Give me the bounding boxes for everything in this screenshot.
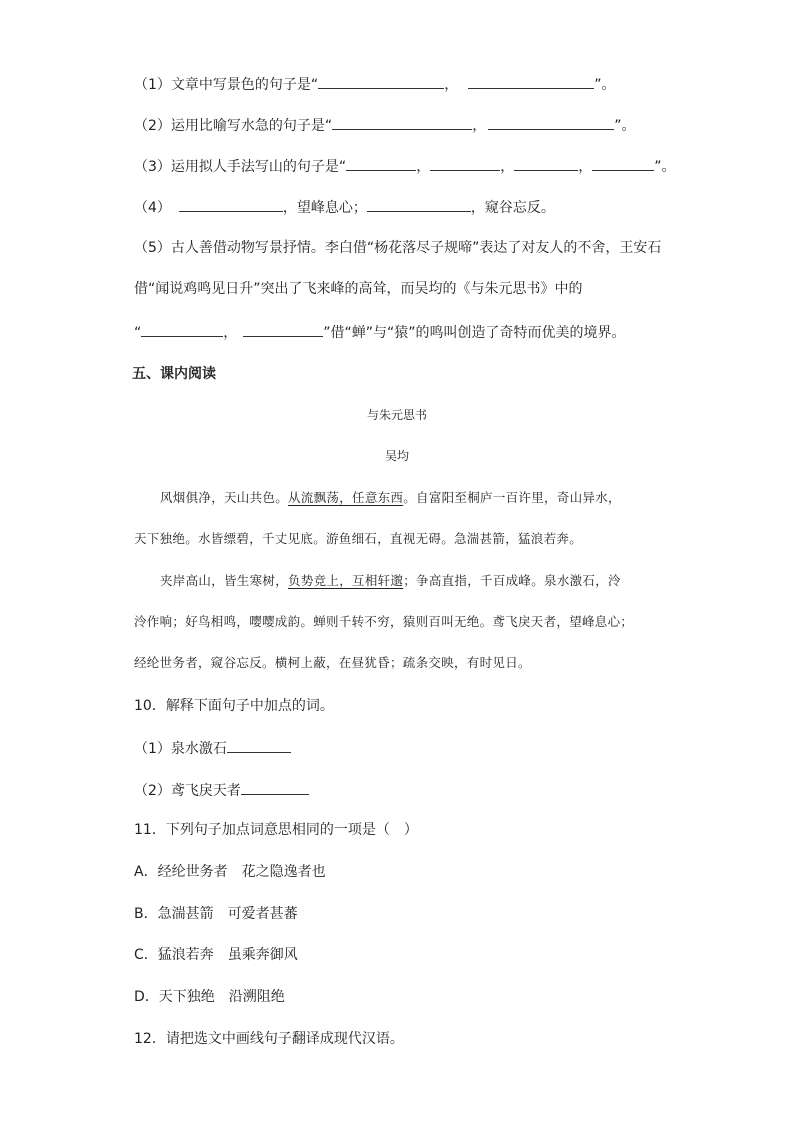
- item-text: 文章中写景色的句子是“: [170, 77, 319, 93]
- question-11: 11．下列句子加点词意思相同的一项是（ ）: [134, 822, 418, 838]
- passage-para2-line2: 泠作响；好鸟相鸣，嘤嘤成韵。蝉则千转不穷，猿则百叫无绝。鸢飞戾天者，望峰息心；: [134, 614, 634, 629]
- answer-blank[interactable]: [332, 115, 472, 130]
- fill-item-4: [134, 197, 555, 218]
- separator: ，: [444, 77, 459, 93]
- passage-text: ；争高直指，千百成峰。泉水激石，泠: [403, 573, 621, 588]
- passage-title: 与朱元思书: [366, 408, 427, 422]
- option-d[interactable]: D．天下独绝 沿溯阻绝: [134, 989, 285, 1005]
- fill-item-1: [134, 74, 615, 95]
- underlined-sentence: 负势竞上: [288, 573, 340, 588]
- answer-blank[interactable]: [241, 780, 309, 795]
- passage-text: 风烟俱净，天山共色。: [160, 490, 289, 505]
- open-quote: “: [134, 325, 142, 341]
- answer-blank[interactable]: [468, 74, 594, 89]
- question-10-item-2: [134, 780, 309, 801]
- item-number: （3）: [134, 159, 171, 175]
- item-text: ，窥谷忘反。: [470, 200, 555, 216]
- end-quote: ”。: [614, 118, 636, 134]
- answer-blank[interactable]: [318, 74, 444, 89]
- passage-para2-line3: 经纶世务者，窥谷忘反。横柯上蔽，在昼犹昏；疏条交映，有时见日。: [134, 655, 531, 670]
- item-text: ”借“蝉”与“猿”的鸣叫创造了奇特而优美的境界。: [323, 325, 626, 341]
- answer-blank[interactable]: [488, 115, 614, 130]
- fill-item-5-line1: （5）古人善借动物写景抒情。李白借“杨花落尽子规啼”表达了对友人的不舍，王安石: [134, 240, 662, 256]
- end-quote: ”。: [654, 159, 676, 175]
- item-number: （2）: [134, 118, 171, 134]
- passage-text: 。自富阳至桐庐一百许里，奇山异水，: [403, 490, 621, 505]
- underlined-sentence: ，: [339, 573, 353, 588]
- fill-item-2: [134, 115, 635, 136]
- answer-blank[interactable]: [243, 322, 323, 337]
- answer-blank[interactable]: [430, 156, 500, 171]
- separator: ，: [472, 118, 487, 134]
- answer-blank[interactable]: [141, 322, 223, 337]
- item-number: （1）: [134, 77, 171, 93]
- option-c[interactable]: C．猛浪若奔 虽乘奔御风: [134, 947, 298, 963]
- item-text: 运用拟人手法写山的句子是“: [170, 159, 347, 175]
- fill-item-5-line2: 借“闻说鸡鸣见日升”突出了飞来峰的高耸，而吴均的《与朱元思书》中的: [134, 281, 583, 297]
- question-12: 12．请把选文中画线句子翻译成现代汉语。: [134, 1031, 404, 1047]
- fill-item-5-line3: [134, 322, 626, 343]
- item-text: 运用比喻写水急的句子是“: [170, 118, 333, 134]
- answer-blank[interactable]: [179, 197, 283, 212]
- option-a[interactable]: A．经纶世务者 花之隐逸者也: [134, 864, 326, 880]
- end-quote: ”。: [594, 77, 616, 93]
- separator: ，: [416, 159, 431, 175]
- answer-blank[interactable]: [227, 738, 291, 753]
- passage-para1-line2: 天下独绝。水皆缥碧，千丈见底。游鱼细石，直视无碍。急湍甚箭，猛浪若奔。: [134, 531, 583, 546]
- section-title: 五、课内阅读: [132, 366, 216, 382]
- question-10-item-1: [134, 738, 291, 759]
- answer-blank[interactable]: [367, 197, 471, 212]
- answer-blank[interactable]: [514, 156, 578, 171]
- passage-author: 吴均: [384, 449, 409, 463]
- item-number: （4）: [134, 200, 171, 216]
- item-text: （2）鸢飞戾天者: [134, 783, 241, 799]
- fill-item-3: [134, 156, 675, 177]
- separator: ，: [223, 325, 238, 341]
- item-text: （1）泉水激石: [134, 741, 227, 757]
- option-b[interactable]: B．急湍甚箭 可爱者甚蕃: [134, 906, 298, 922]
- passage-para1-line1: [160, 488, 621, 508]
- item-text: ，望峰息心；: [282, 200, 367, 216]
- underlined-sentence: 从流飘荡，任意东西: [288, 490, 404, 505]
- separator: ，: [500, 159, 515, 175]
- underlined-sentence: 互相轩邈: [352, 573, 404, 588]
- answer-blank[interactable]: [346, 156, 416, 171]
- passage-para2-line1: [160, 571, 621, 591]
- answer-blank[interactable]: [592, 156, 654, 171]
- separator: ，: [578, 159, 593, 175]
- question-10: 10．解释下面句子中加点的词。: [134, 698, 334, 714]
- passage-text: 夹岸高山，皆生寒树，: [160, 573, 289, 588]
